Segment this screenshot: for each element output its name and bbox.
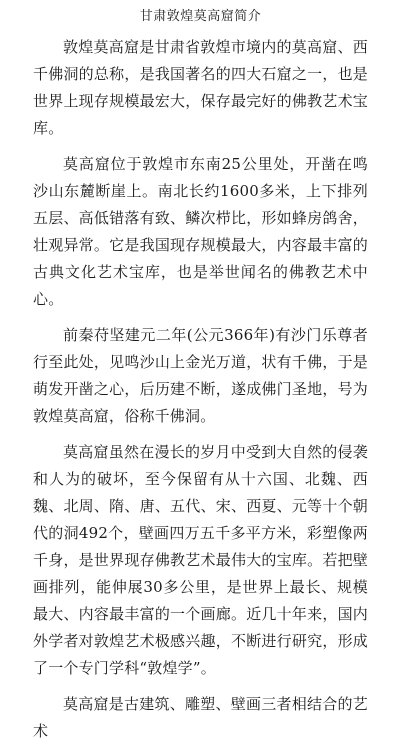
paragraph-3: 前秦苻坚建元二年(公元366年)有沙门乐尊者行至此处，见鸣沙山上金光万道，状有千佛，于是萌发开凿之心，后历建不断，遂成佛门圣地，号为敦煌莫高窟，俗称千佛洞。 [33,326,368,425]
paragraph-4: 莫高窟虽然在漫长的岁月中受到大自然的侵袭和人为的破坏，至今保留有从十六国、北魏、西魏、北周、隋、唐、五代、宋、西夏、元等十个朝代的洞492个，壁画四万五千多平方米，彩塑像两千身，是世界现存佛教艺术最伟大的宝库。若把壁画排列，能伸展30多公里，是世界上最长、规模最大、内容最丰富的一个画廊。近几十年来，国内外学者对敦煌艺术极感兴趣，不断进行研究，形成了一个专门学科“敦煌学”。 [33,443,368,677]
paragraph-5: 莫高窟是古建筑、雕塑、壁画三者相结合的艺术 [33,695,368,740]
paragraph-1: 敦煌莫高窟是甘肃省敦煌市境内的莫高窟、西千佛洞的总称，是我国著名的四大石窟之一，也是世界上现存规模最宏大，保存最完好的佛教艺术宝库。 [33,38,368,137]
paragraph-2: 莫高窟位于敦煌市东南25公里处，开凿在鸣沙山东麓断崖上。南北长约1600多米，上下排列五层、高低错落有致、鳞次栉比，形如蜂房鸽舍，壮观异常。它是我国现存规模最大，内容最丰富的古典文化艺术宝库，也是举世闻名的佛教艺术中心。 [33,155,368,308]
document-title: 甘肃敦煌莫高窟简介 [139,9,262,24]
